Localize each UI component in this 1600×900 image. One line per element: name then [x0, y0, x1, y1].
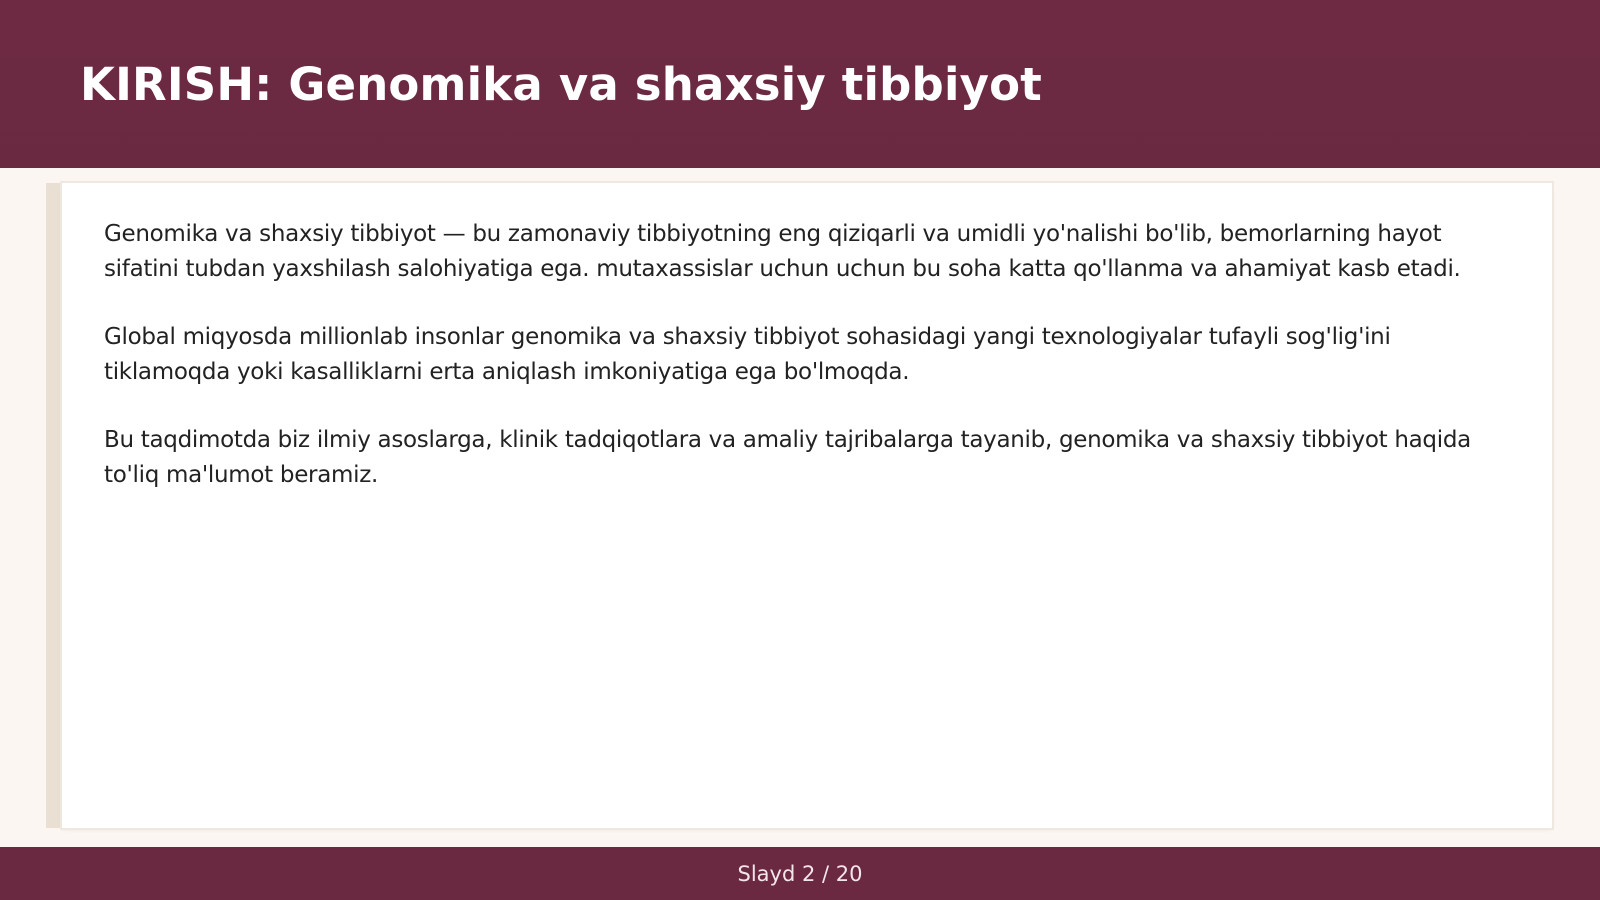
- paragraph-2: Global miqyosda millionlab insonlar genomika va shaxsiy tibbiyot sohasidagi yangi texnologiyalar tufayli sog'lig'ini tiklamoqda yoki kasalliklarni erta aniqlash imkoniyatiga ega bo'lmoqda.: [104, 324, 1391, 385]
- slide-counter: Slayd 2 / 20: [737, 861, 863, 886]
- slide-header: [0, 0, 1600, 168]
- slide-title: KIRISH: Genomika va shaxsiy tibbiyot: [80, 58, 1042, 111]
- content-panel-accent: [46, 183, 62, 828]
- paragraph-1: Genomika va shaxsiy tibbiyot — bu zamonaviy tibbiyotning eng qiziqarli va umidli yo'nalishi bo'lib, bemorlarning hayot sifatini tubdan yaxshilash salohiyatiga ega. mutaxassislar uchun uchun bu soha katta qo'llanma va ahamiyat kasb etadi.: [104, 221, 1461, 282]
- content-panel: [62, 183, 1552, 828]
- paragraph-3: Bu taqdimotda biz ilmiy asoslarga, klinik tadqiqotlara va amaliy tajribalarga tayanib, genomika va shaxsiy tibbiyot haqida to'liq ma'lumot beramiz.: [104, 427, 1471, 488]
- slide-footer: [0, 847, 1600, 900]
